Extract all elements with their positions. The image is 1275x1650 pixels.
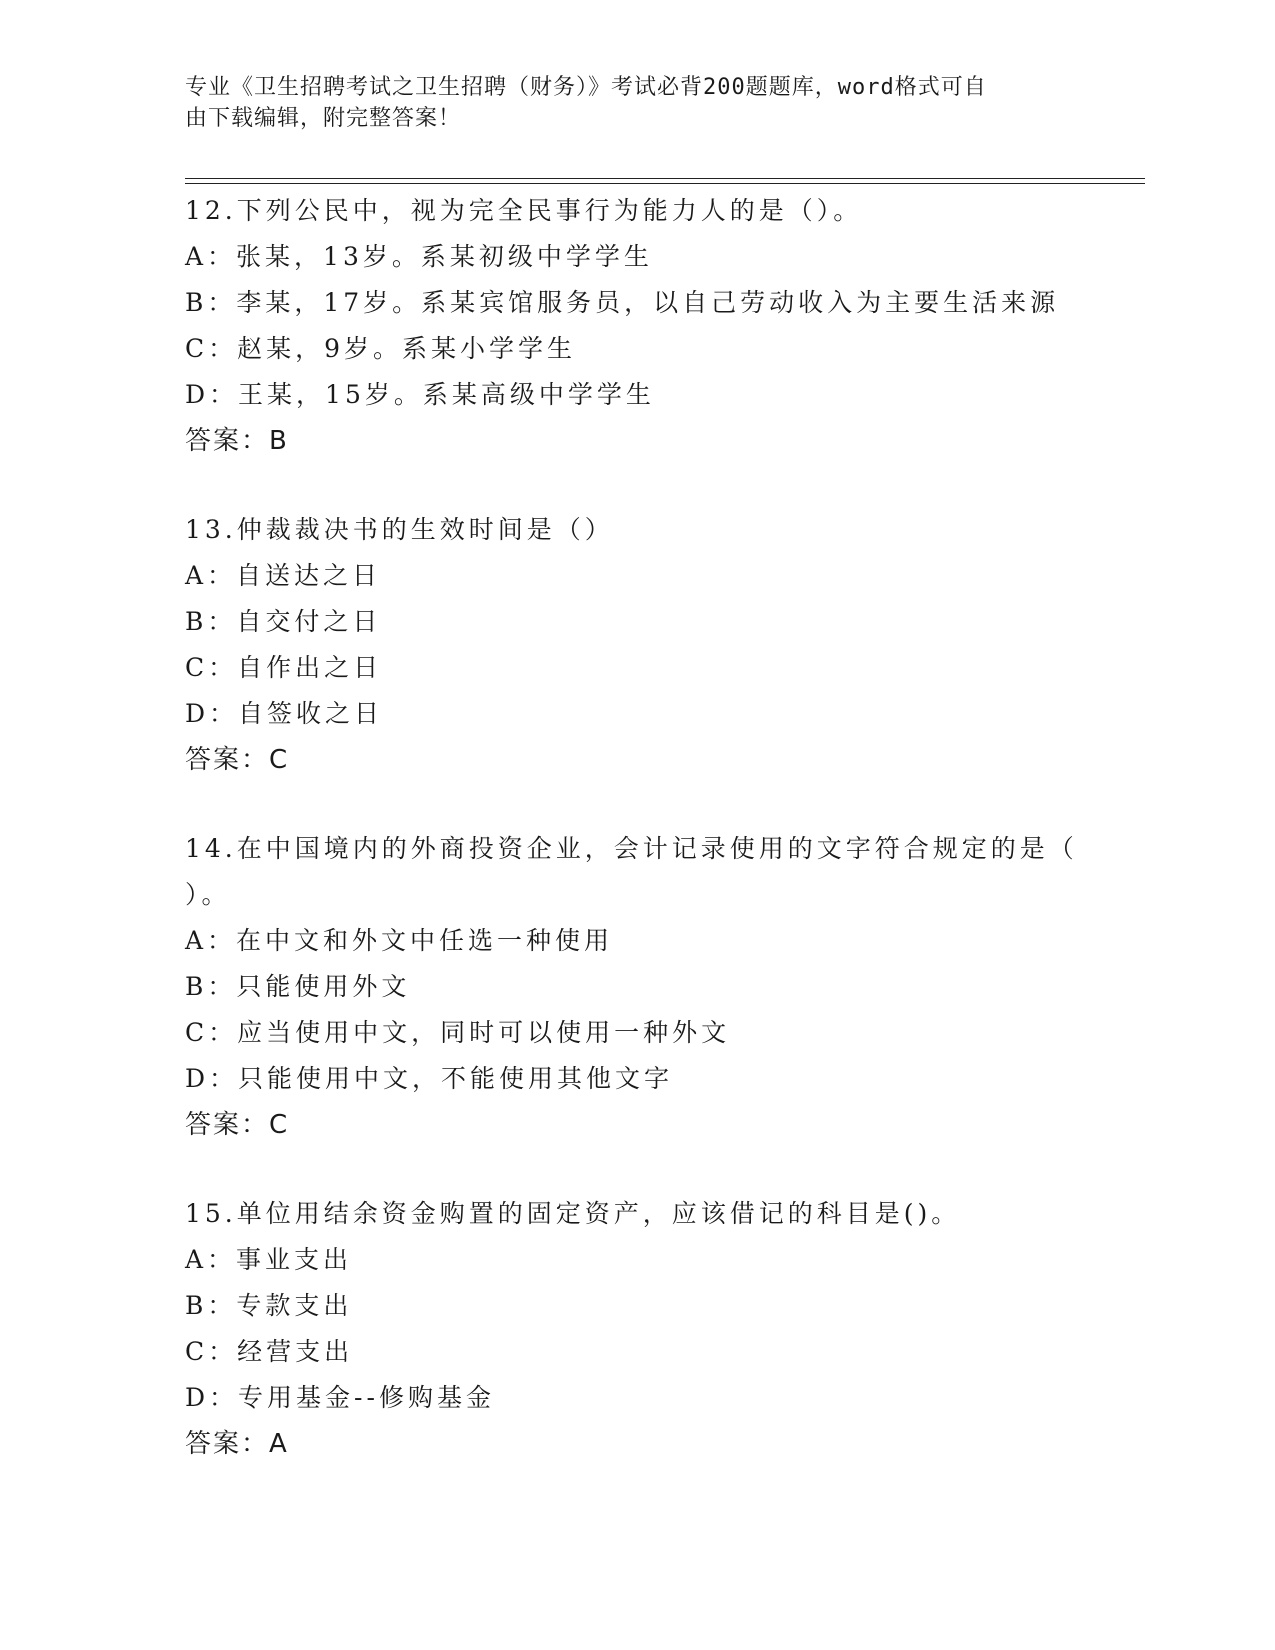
question-stem-continued: ）。 [185,880,231,909]
option-b: B：自交付之日 [185,607,382,636]
answer-line: 答案：C [185,1110,290,1140]
document-header [185,72,1065,134]
option-c: C：赵某，9岁。系某小学学生 [185,334,577,363]
option-a: A：事业支出 [185,1245,353,1274]
option-c: C：经营支出 [185,1337,354,1366]
question-stem: 15.单位用结余资金购置的固定资产，应该借记的科目是()。 [185,1199,961,1228]
option-c: C：自作出之日 [185,653,383,682]
option-b: B：只能使用外文 [185,972,411,1001]
question-stem: 13.仲裁裁决书的生效时间是（） [185,515,614,544]
option-d: D：自签收之日 [185,699,384,728]
question-13 [185,507,1085,783]
header-line-1: 专业《卫生招聘考试之卫生招聘（财务）》考试必背200题题库，word格式可自 [185,75,987,100]
question-14 [185,826,1085,1148]
answer-line: 答案：C [185,745,290,775]
option-d: D：专用基金--修购基金 [185,1383,495,1412]
question-stem: 14.在中国境内的外商投资企业，会计记录使用的文字符合规定的是（ [185,834,1078,863]
option-c: C：应当使用中文，同时可以使用一种外文 [185,1018,731,1047]
header-line-2: 由下载编辑，附完整答案！ [185,106,462,131]
option-b: B：李某，17岁。系某宾馆服务员，以自己劳动收入为主要生活来源 [185,288,1060,317]
option-a: A：张某，13岁。系某初级中学学生 [185,242,653,271]
header-divider-bottom [185,183,1145,184]
question-12 [185,188,1085,464]
option-d: D：王某，15岁。系某高级中学学生 [185,380,655,409]
answer-line: 答案：B [185,426,289,456]
header-divider-top [185,178,1145,179]
question-15 [185,1191,1085,1467]
answer-line: 答案：A [185,1429,289,1459]
option-a: A：在中文和外文中任选一种使用 [185,926,614,955]
option-b: B：专款支出 [185,1291,353,1320]
option-d: D：只能使用中文，不能使用其他文字 [185,1064,674,1093]
question-stem: 12.下列公民中，视为完全民事行为能力人的是（）。 [185,196,863,225]
option-a: A：自送达之日 [185,561,382,590]
